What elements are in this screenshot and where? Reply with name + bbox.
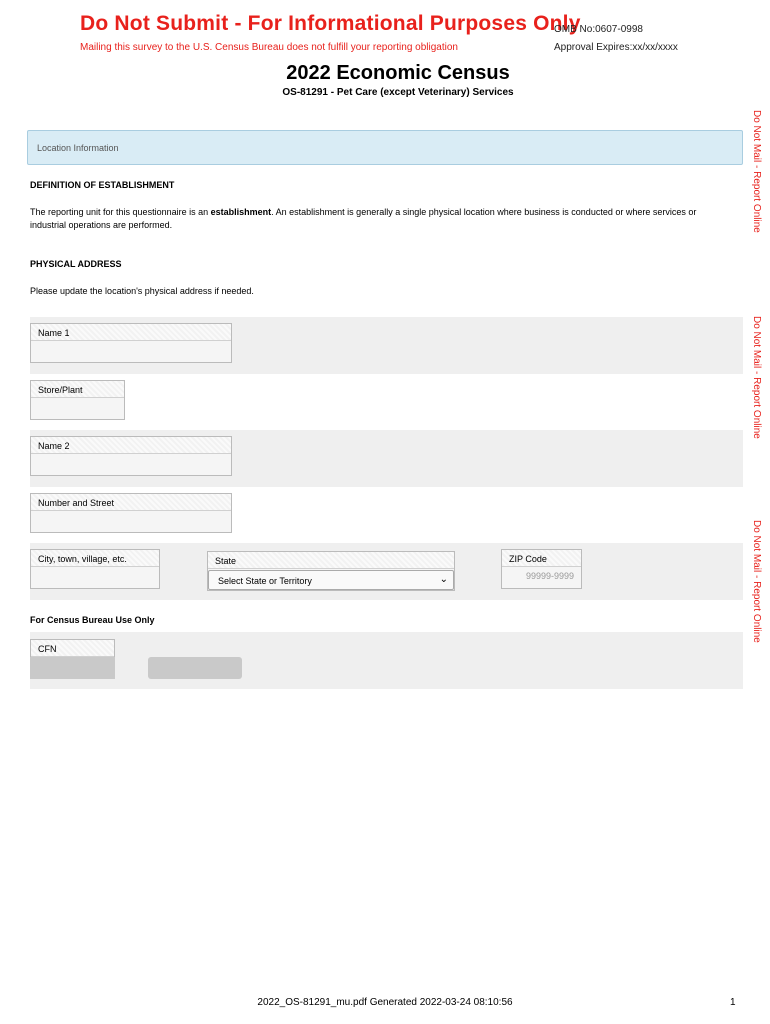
zip-field (501, 549, 582, 589)
cfn-input (30, 657, 115, 679)
definition-text (30, 206, 730, 232)
city-state-zip-band (30, 543, 743, 600)
name1-input[interactable] (31, 341, 231, 362)
name1-band (30, 317, 743, 374)
state-select-value: Select State or Territory (218, 576, 312, 586)
definition-text-after: . An establishment is generally a single physical location where business is conducted or where services or industrial operations are performed. (30, 207, 697, 230)
name1-field (30, 323, 232, 363)
city-field (30, 549, 160, 589)
cfn-label: CFN (31, 640, 114, 657)
address-instruction: Please update the location's physical address if needed. (30, 286, 254, 296)
state-select[interactable] (208, 570, 454, 590)
store-plant-field (30, 380, 125, 420)
omb-number: OMB No:0607-0998 (554, 24, 643, 35)
page-title: 2022 Economic Census (286, 62, 510, 84)
address-heading: PHYSICAL ADDRESS (30, 259, 122, 269)
city-label: City, town, village, etc. (31, 550, 159, 567)
section-label: Location Information (37, 143, 119, 153)
street-field (30, 493, 232, 533)
warning-subtitle: Mailing this survey to the U.S. Census Bureau does not fulfill your reporting obligation (80, 42, 458, 53)
side-notice-2: Do Not Mail - Report Online (751, 316, 762, 439)
definition-text-before: The reporting unit for this questionnaire is an (30, 207, 211, 217)
name2-band (30, 430, 743, 487)
side-notice-3: Do Not Mail - Report Online (751, 520, 762, 643)
state-field (207, 551, 455, 591)
store-plant-input[interactable] (31, 398, 124, 419)
name1-label: Name 1 (31, 324, 231, 341)
zip-input[interactable]: 99999-9999 (502, 567, 581, 588)
zip-label: ZIP Code (502, 550, 581, 567)
page-number: 1 (730, 997, 736, 1008)
state-label: State (208, 552, 454, 569)
footer-generated: 2022_OS-81291_mu.pdf Generated 2022-03-24 08:10:56 (257, 997, 513, 1008)
definition-heading: DEFINITION OF ESTABLISHMENT (30, 180, 175, 190)
census-use-heading: For Census Bureau Use Only (30, 615, 155, 625)
name2-field (30, 436, 232, 476)
name2-input[interactable] (31, 454, 231, 475)
side-notice-1: Do Not Mail - Report Online (751, 110, 762, 233)
warning-title: Do Not Submit - For Informational Purposes Only (80, 12, 581, 35)
store-plant-label: Store/Plant (31, 381, 124, 398)
street-label: Number and Street (31, 494, 231, 511)
chevron-down-icon: ⌄ (439, 574, 448, 585)
census-use-input (148, 657, 242, 679)
city-input[interactable] (31, 567, 159, 588)
name2-label: Name 2 (31, 437, 231, 454)
census-use-band (30, 632, 743, 689)
approval-expires: Approval Expires:xx/xx/xxxx (554, 42, 678, 53)
section-bar (27, 130, 743, 165)
page-subtitle: OS-81291 - Pet Care (except Veterinary) Services (282, 87, 514, 98)
street-input[interactable] (31, 511, 231, 532)
definition-bold-word: establishment (210, 207, 272, 217)
